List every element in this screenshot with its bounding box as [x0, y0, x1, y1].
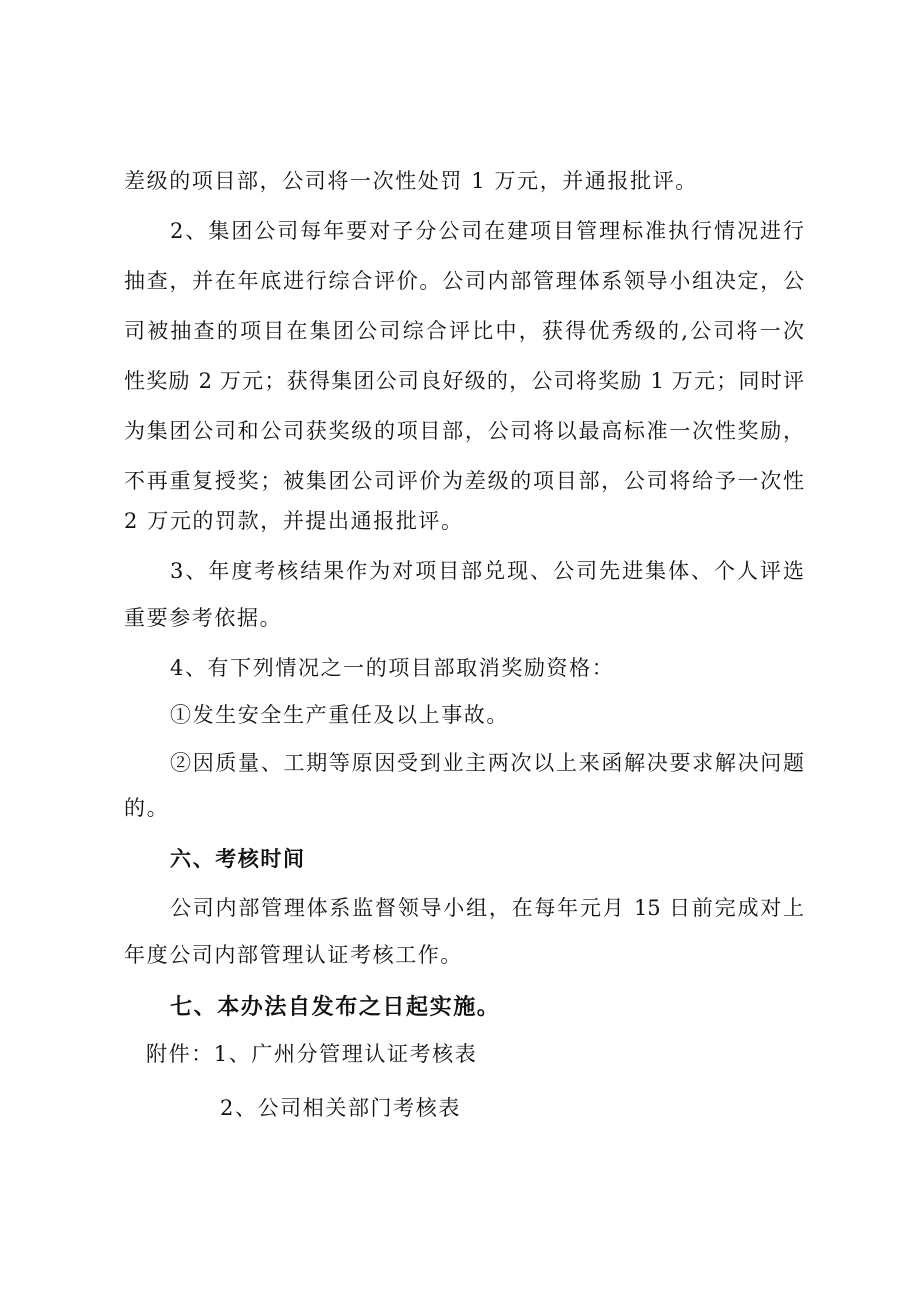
attachment-line: 2、公司相关部门考核表 [220, 1096, 461, 1120]
paragraph-line: ①发生安全生产重任及以上事故。 [170, 703, 509, 727]
paragraph-line: 为集团公司和公司获奖级的项目部，公司将以最高标准一次性奖励， [124, 419, 804, 443]
paragraph-line: 性奖励 2 万元；获得集团公司良好级的，公司将奖励 1 万元；同时评 [124, 369, 804, 393]
paragraph-line: 不再重复授奖；被集团公司评价为差级的项目部，公司将给予一次性 [124, 469, 804, 493]
paragraph-line: 司被抽查的项目在集团公司综合评比中，获得优秀级的,公司将一次 [124, 319, 804, 343]
paragraph-line: 差级的项目部，公司将一次性处罚 1 万元，并通报批评。 [124, 169, 698, 193]
paragraph-line: 2、集团公司每年要对子分公司在建项目管理标准执行情况进行 [170, 219, 804, 243]
paragraph-line: 3、年度考核结果作为对项目部兑现、公司先进集体、个人评选 [170, 559, 804, 583]
paragraph-line: 重要参考依据。 [124, 606, 283, 630]
paragraph-line: 的。 [124, 796, 170, 820]
paragraph-line: 抽查，并在年底进行综合评价。公司内部管理体系领导小组决定，公 [124, 269, 804, 293]
paragraph-line: 公司内部管理体系监督领导小组，在每年元月 15 日前完成对上 [170, 896, 804, 920]
paragraph-line: 2 万元的罚款，并提出通报批评。 [124, 509, 464, 533]
paragraph-line: 年度公司内部管理认证考核工作。 [124, 943, 463, 967]
section-heading: 七、本办法自发布之日起实施。 [170, 995, 501, 1020]
section-heading: 六、考核时间 [170, 847, 306, 871]
paragraph-line: 4、有下列情况之一的项目部取消奖励资格： [170, 656, 615, 680]
attachment-line: 附件：1、广州分管理认证考核表 [146, 1042, 478, 1066]
paragraph-line: ②因质量、工期等原因受到业主两次以上来函解决要求解决问题 [170, 751, 804, 775]
